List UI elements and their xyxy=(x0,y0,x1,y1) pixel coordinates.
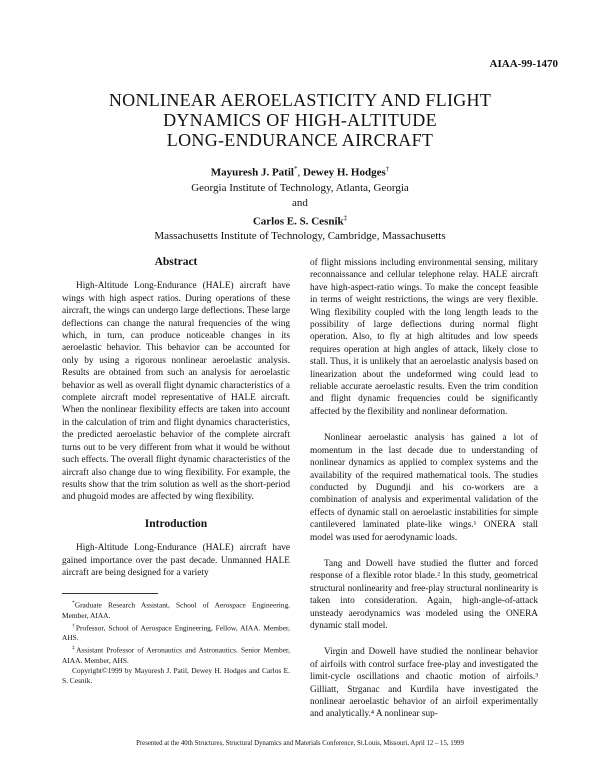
author-block xyxy=(0,162,600,244)
affiliation: Georgia Institute of Technology, Atlanta, Georgia xyxy=(191,181,409,194)
footnote-mark: † xyxy=(72,622,76,629)
footnote xyxy=(62,643,290,665)
copyright-notice: Copyright©1999 by Mayuresh J. Patil, Dewey H. Hodges and Carlos E. S. Cesnik. xyxy=(62,665,290,685)
footnote xyxy=(62,598,290,620)
footnote-text: Graduate Research Assistant, School of Aerospace Engineering, Member, AIAA. xyxy=(62,600,290,620)
abstract-heading: Abstract xyxy=(154,256,198,268)
affiliation: Massachusetts Institute of Technology, Cambridge, Massachusetts xyxy=(154,230,446,243)
author-conjunction: and xyxy=(292,196,308,209)
right-column xyxy=(310,257,538,735)
intro-paragraph: Tang and Dowell have studied the flutter and forced response of a flexible rotor blade.² In this study, geometrical structural nonlinearity and free-play structural nonlinearity is taken into consideration. Again, high-angle-of-attack unsteady aerodynamics was modeled using the ONERA dynamic stall model. xyxy=(310,558,538,631)
introduction-heading: Introduction xyxy=(144,517,208,530)
author-name: Carlos E. S. Cesnik xyxy=(252,215,344,228)
title-line-1: NONLINEAR AEROELASTICITY AND FLIGHT xyxy=(108,90,492,110)
abstract-paragraph: High-Altitude Long-Endurance (HALE) aircraft have wings with high aspect ratios. During operations of these aircraft, the wings can undergo large deflections. These large deflections can change the natural frequencies of the wing which, in turn, can produce noticeable changes in its aeroelastic behavior. This behavior can be accounted for only by using a rigorous nonlinear aeroelastic analysis. Results are obtained from such an analysis for aeroelastic behavior as well as overall flight dynamic characteristics of a complete aircraft model representative of HALE aircraft. When the nonlinear flexibility effects are taken into account in the calculation of trim and flight dynamics characteristics, the predicted aeroelastic behavior of the complete aircraft turns out to be very different from what it would be without such effects. The overall flight dynamic characteristics of the aircraft also change due to wing flexibility. For example, the results show that the trim solution as well as the short-period and phugoid modes are affected by wing flexibility. xyxy=(62,281,290,503)
intro-paragraph: High-Altitude Long-Endurance (HALE) aircraft have gained importance over the past decade. Unmanned HALE aircraft are being designed for a variety xyxy=(62,543,290,578)
left-column xyxy=(62,248,290,686)
intro-paragraph: Virgin and Dowell have studied the nonlinear behavior of airfoils with control surface free-play and investigated the limit-cycle oscillations and chaotic motion of airfoils.³ Gilliatt, Strganac and Kurdila have investigated the nonlinear aeroelastic behavior of an airfoil experimentally and analytically.⁴ A nonlinear sup- xyxy=(310,647,538,720)
footnote-mark: ‡ xyxy=(72,645,77,652)
document-number: AIAA-99-1470 xyxy=(489,58,558,70)
footnote-divider xyxy=(62,593,158,594)
title-line-2: DYNAMICS OF HIGH-ALTITUDE xyxy=(163,110,437,130)
paper-title xyxy=(0,90,600,150)
author-line-2 xyxy=(0,211,600,230)
page-footer: Presented at the 40th Structures, Structural Dynamics and Materials Conference, St.Louis, Missouri, April 12 – 15, 1999 xyxy=(136,740,464,747)
author-footnote-mark: * xyxy=(293,165,298,173)
author-footnote-mark: † xyxy=(385,165,390,173)
intro-paragraph-continued: of flight missions including environmental sensing, military reconnaissance and cellular telephone relay. HALE aircraft have high-aspect-ratio wings. To make the concept feasible in terms of weight restrictions, the wings are very flexible. Wing flexibility coupled with the long length leads to the possibility of large deflections during normal flight operation. Also, to fly at high altitudes and low speeds requires operation at high angles of attack, likely close to stall. Thus, it is unlikely that an aeroelastic analysis based on linearization about the undeformed wing could lead to reliable accurate aeroelastic results. Even the trim condition and flight dynamic frequencies could be significantly affected by the flexibility and nonlinear deformation. xyxy=(310,258,538,417)
footnote xyxy=(62,621,290,643)
author-name: Dewey H. Hodges xyxy=(302,166,386,179)
intro-paragraph: Nonlinear aeroelastic analysis has gained a lot of momentum in the last decade due to understanding of nonlinear dynamics as applied to complex systems and the availability of the required mathematical tools. The studies conducted by Dugundji and his co-workers are a combination of analysis and experimental validation of the effects of dynamic stall on aeroelastic instabilities for simple cantilevered laminated plate-like wings.¹ ONERA stall model was used for aerodynamic loads. xyxy=(310,433,538,543)
footnote-mark: * xyxy=(72,600,75,607)
author-line-1: Mayuresh J. Patil*, Dewey H. Hodges† xyxy=(210,165,390,179)
author-name: Mayuresh J. Patil xyxy=(210,166,294,179)
author-footnote-mark: ‡ xyxy=(343,213,348,222)
footnote-text: Assistant Professor of Aeronautics and Astronautics. Senior Member, AIAA. Member, AHS. xyxy=(62,645,290,665)
title-line-3: LONG-ENDURANCE AIRCRAFT xyxy=(166,130,434,150)
footnote-text: Professor, School of Aerospace Engineering, Fellow, AIAA. Member, AHS. xyxy=(62,623,291,643)
